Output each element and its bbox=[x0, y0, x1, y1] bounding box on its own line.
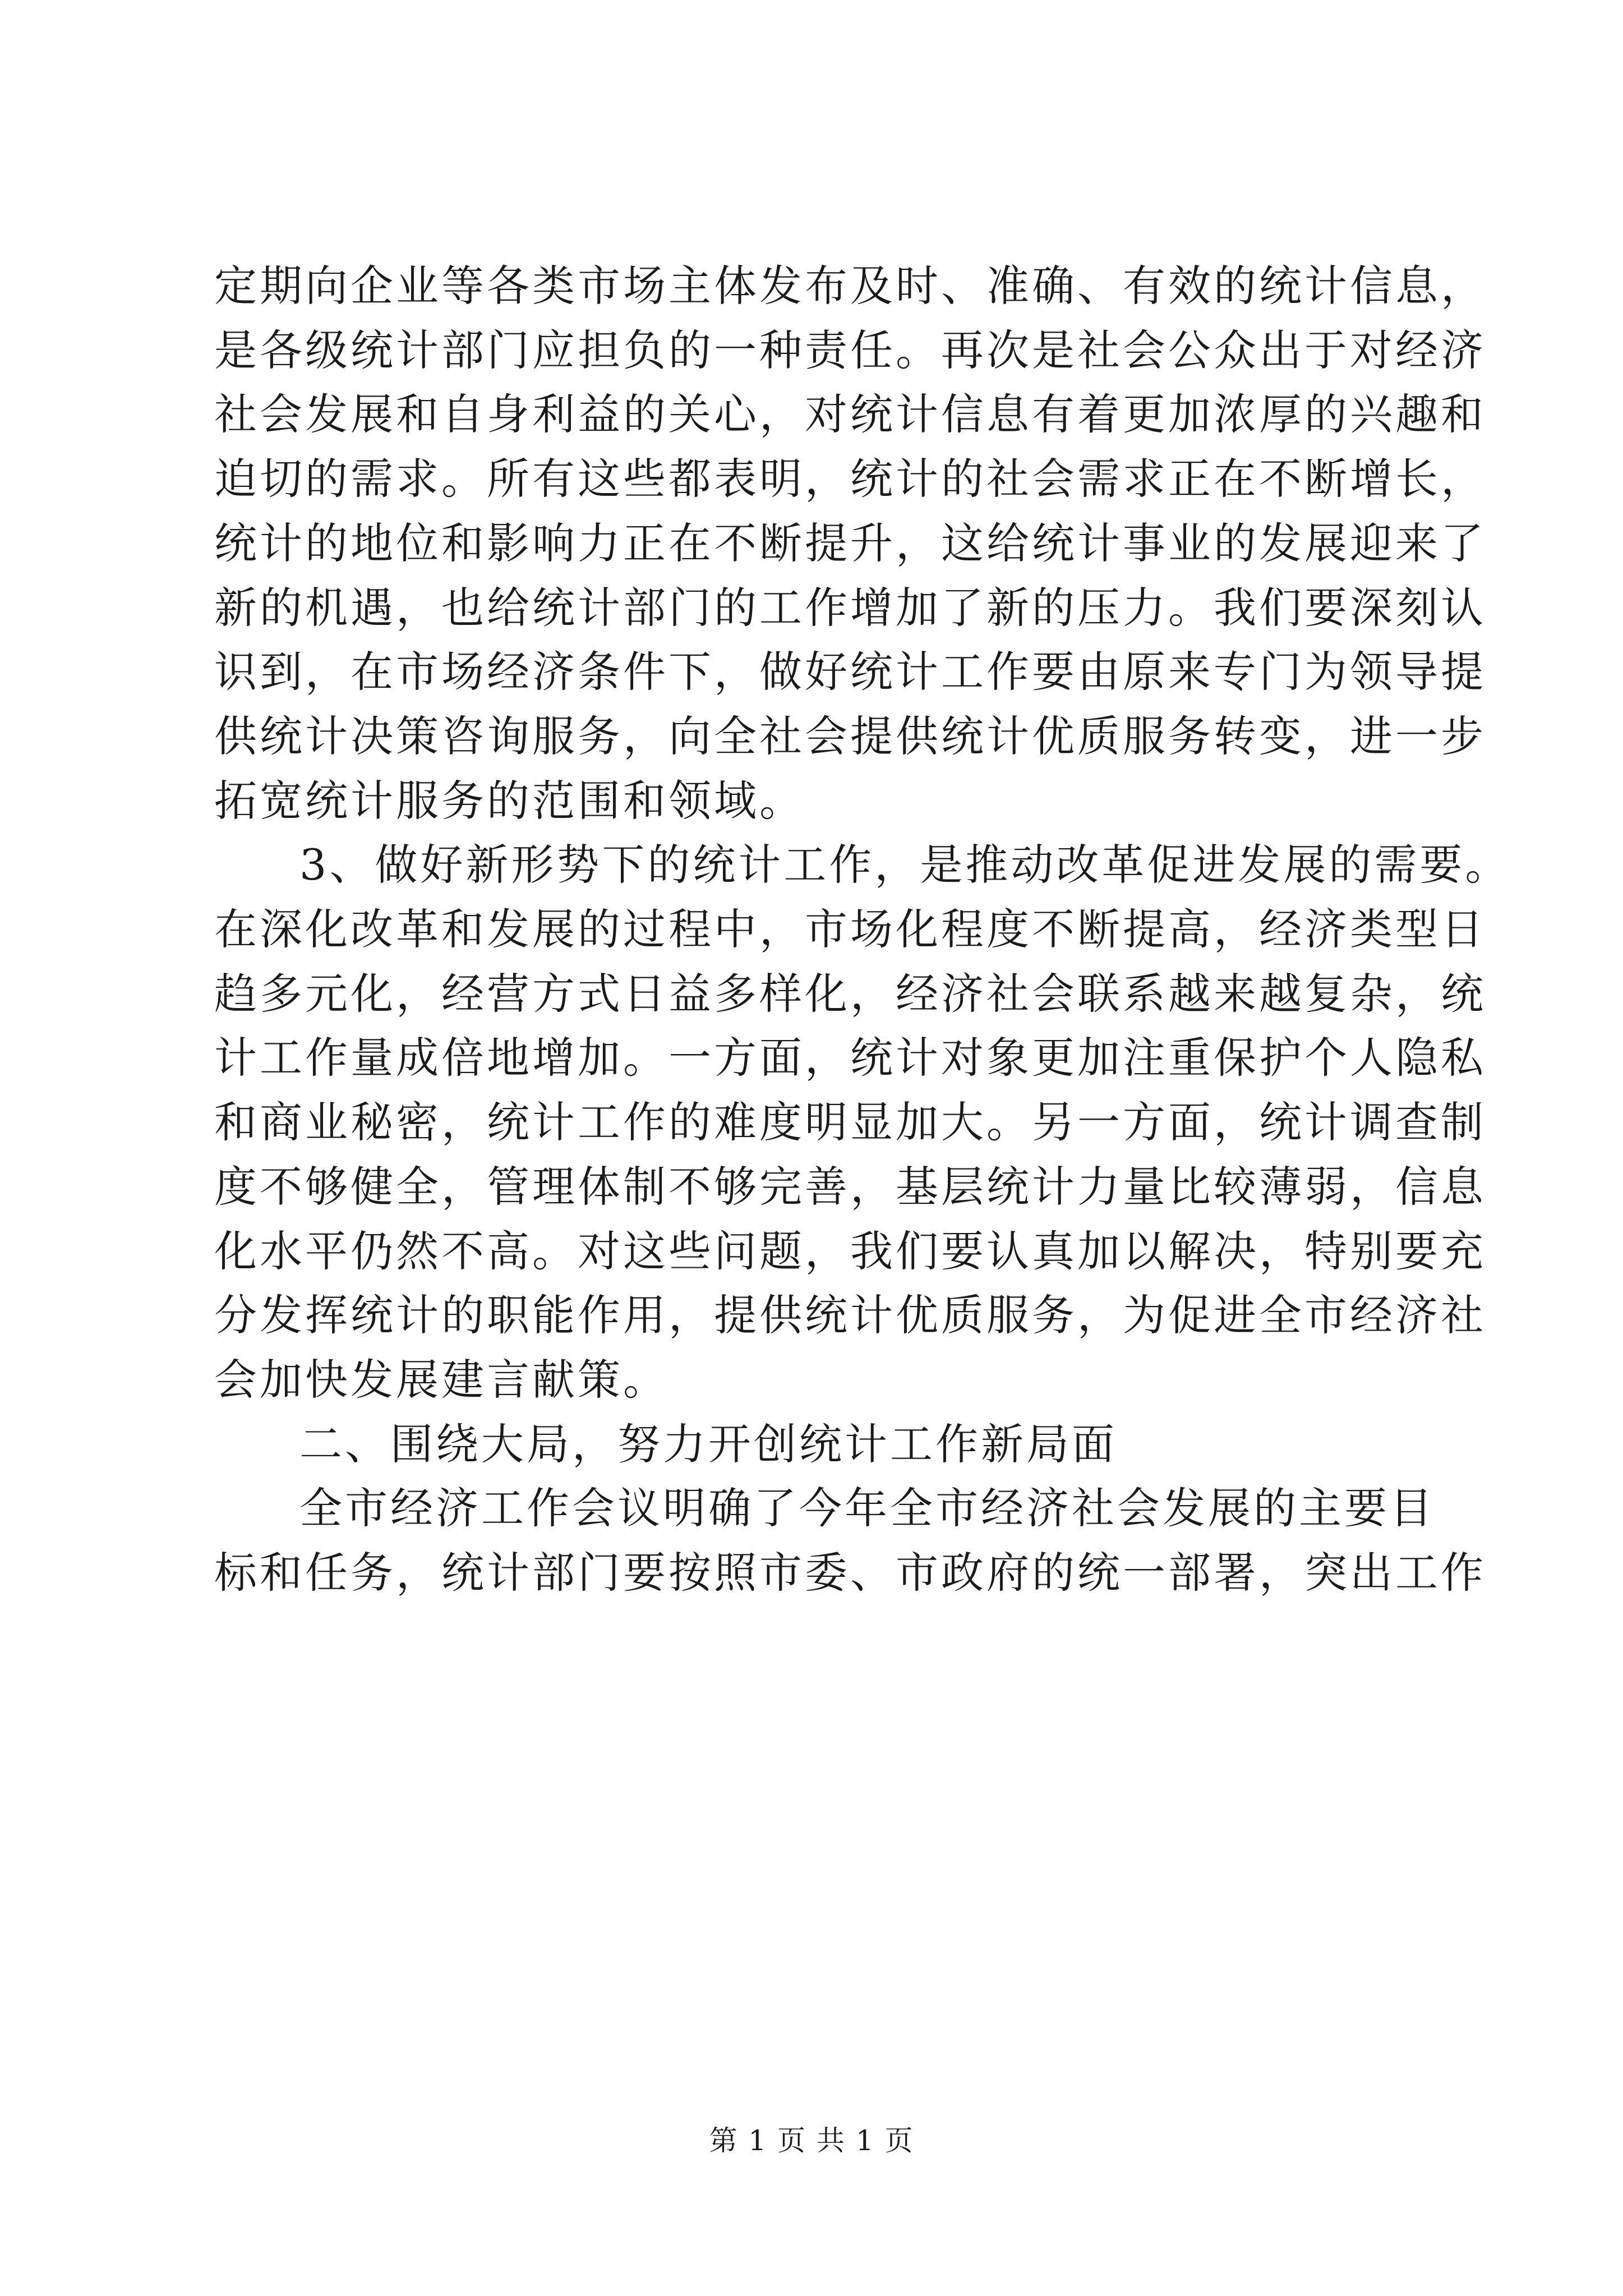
text-line: 在深化改革和发展的过程中，市场化程度不断提高，经济类型日 bbox=[214, 904, 1486, 955]
text-line: 趋多元化，经营方式日益多样化，经济社会联系越来越复杂，统 bbox=[214, 968, 1486, 1019]
text-line: 供统计决策咨询服务，向全社会提供统计优质服务转变，进一步 bbox=[214, 711, 1486, 761]
text-line: 化水平仍然不高。对这些问题，我们要认真加以解决，特别要充 bbox=[214, 1226, 1486, 1276]
text-line: 标和任务，统计部门要按照市委、市政府的统一部署，突出工作 bbox=[214, 1548, 1486, 1598]
text-line: 统计的地位和影响力正在不断提升，这给统计事业的发展迎来了 bbox=[214, 518, 1486, 568]
text-line: 计工作量成倍地增加。一方面，统计对象更加注重保护个人隐私 bbox=[214, 1033, 1486, 1083]
text-line: 是各级统计部门应担负的一种责任。再次是社会公众出于对经济 bbox=[214, 325, 1486, 375]
text-line: 定期向企业等各类市场主体发布及时、准确、有效的统计信息， bbox=[214, 261, 1486, 311]
text-line: 会加快发展建言献策。 bbox=[214, 1354, 668, 1405]
text-line: 全市经济工作会议明确了今年全市经济社会发展的主要目 bbox=[299, 1483, 1435, 1534]
text-line: 社会发展和自身利益的关心，对统计信息有着更加浓厚的兴趣和 bbox=[214, 389, 1486, 440]
text-line: 分发挥统计的职能作用，提供统计优质服务，为促进全市经济社 bbox=[214, 1290, 1486, 1341]
text-line: 迫切的需求。所有这些都表明，统计的社会需求正在不断增长， bbox=[214, 454, 1486, 504]
text-line: 新的机遇，也给统计部门的工作增加了新的压力。我们要深刻认 bbox=[214, 582, 1486, 633]
text-line: 识到，在市场经济条件下，做好统计工作要由原来专门为领导提 bbox=[214, 647, 1486, 697]
page-footer: 第 1 页 共 1 页 bbox=[709, 2124, 914, 2157]
text-line: 和商业秘密，统计工作的难度明显加大。另一方面，统计调查制 bbox=[214, 1097, 1486, 1148]
body-text bbox=[214, 254, 1511, 1605]
document-body bbox=[214, 254, 1511, 1605]
text-line: 度不够健全，管理体制不够完善，基层统计力量比较薄弱，信息 bbox=[214, 1161, 1486, 1212]
text-line: 拓宽统计服务的范围和领域。 bbox=[214, 775, 805, 826]
text-line: 3、做好新形势下的统计工作，是推动改革促进发展的需要。 bbox=[299, 840, 1511, 890]
text-line: 二、围绕大局，努力开创统计工作新局面 bbox=[299, 1419, 1117, 1469]
